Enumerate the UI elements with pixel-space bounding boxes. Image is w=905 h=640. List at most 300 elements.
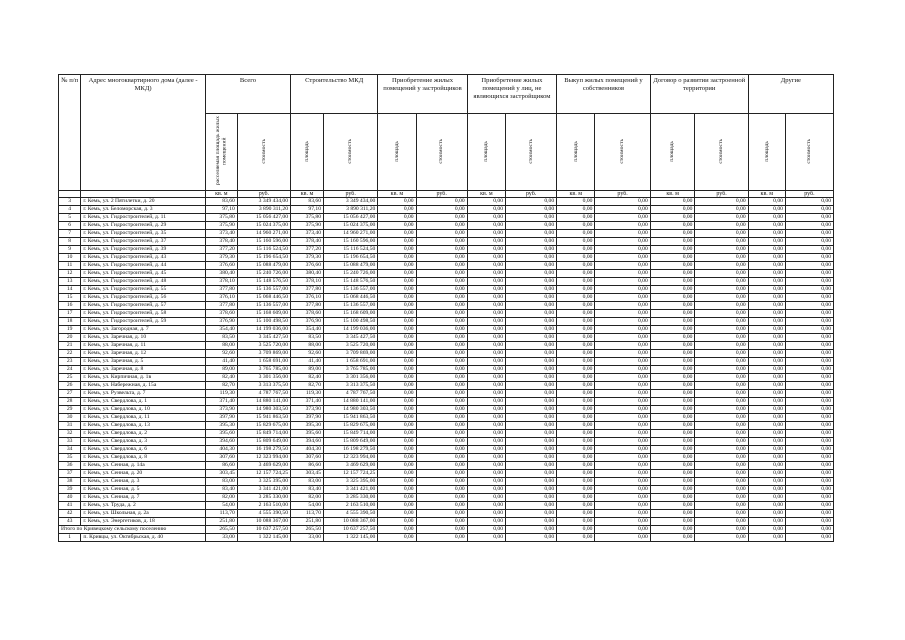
- row-address: г. Кемь, ул. Гидростроителей, д. 55: [81, 286, 206, 294]
- row-address: г. Кемь, ул. Свердлова, д. 10: [81, 406, 206, 414]
- construction-cost: 1 322 145,00: [324, 534, 378, 542]
- purchase-builders-cost: 0,00: [416, 534, 467, 542]
- development-cost: 0,00: [695, 390, 748, 398]
- other-cost: 0,00: [785, 254, 833, 262]
- development-cost: 0,00: [695, 446, 748, 454]
- table-row: [59, 446, 834, 454]
- purchase-others-area: 0,00: [467, 206, 505, 214]
- development-cost: 0,00: [695, 270, 748, 278]
- purchase-others-area: 0,00: [467, 302, 505, 310]
- development-cost: 0,00: [695, 222, 748, 230]
- total-area: 89,00: [205, 366, 237, 374]
- buyout-area: 0,00: [557, 366, 595, 374]
- total-area: 397,90: [205, 414, 237, 422]
- purchase-others-area: 0,00: [467, 494, 505, 502]
- total-area: 86,60: [205, 462, 237, 470]
- purchase-others-cost: 0,00: [506, 478, 557, 486]
- other-cost: 0,00: [785, 286, 833, 294]
- construction-cost: 10 088 367,00: [324, 518, 378, 526]
- buyout-area: 0,00: [557, 406, 595, 414]
- buyout-cost: 0,00: [595, 230, 650, 238]
- construction-cost: 15 136 557,00: [324, 302, 378, 310]
- other-area: 0,00: [748, 470, 785, 478]
- subheader-cost: стоимость: [324, 114, 378, 191]
- other-area: 0,00: [748, 462, 785, 470]
- development-area: 0,00: [650, 398, 695, 406]
- other-cost: 0,00: [785, 446, 833, 454]
- development-area: 0,00: [650, 454, 695, 462]
- purchase-builders-area: 0,00: [378, 494, 416, 502]
- purchase-others-cost: 0,00: [506, 446, 557, 454]
- development-cost: 0,00: [695, 262, 748, 270]
- buyout-area: 0,00: [557, 342, 595, 350]
- development-area: 0,00: [650, 382, 695, 390]
- unit-rub: руб.: [237, 191, 290, 198]
- buyout-area: 0,00: [557, 310, 595, 318]
- row-number: 7: [59, 230, 81, 238]
- construction-area: 394,60: [291, 438, 324, 446]
- purchase-builders-area: 0,00: [378, 238, 416, 246]
- construction-cost: 3 301 356,00: [324, 374, 378, 382]
- total-cost: 14 980 303,50: [237, 406, 290, 414]
- buyout-cost: 0,00: [595, 270, 650, 278]
- row-address: г. Кемь, ул. Беломорская, д. 3: [81, 206, 206, 214]
- other-area: 0,00: [748, 454, 785, 462]
- total-cost: 15 068 446,50: [237, 294, 290, 302]
- table-row: [59, 206, 834, 214]
- development-cost: 0,00: [695, 334, 748, 342]
- purchase-builders-cost: 0,00: [416, 326, 467, 334]
- purchase-others-area: 0,00: [467, 486, 505, 494]
- row-address: г. Кемь, ул. Заречная, д. 5: [81, 358, 206, 366]
- purchase-others-cost: 0,00: [506, 526, 557, 534]
- development-area: 0,00: [650, 518, 695, 526]
- construction-area: 404,30: [291, 446, 324, 454]
- development-cost: 0,00: [695, 238, 748, 246]
- unit-rub: руб.: [324, 191, 378, 198]
- total-cost: 3 285 330,00: [237, 494, 290, 502]
- total-cost: 15 024 375,00: [237, 222, 290, 230]
- other-cost: 0,00: [785, 214, 833, 222]
- purchase-others-area: 0,00: [467, 382, 505, 390]
- total-cost: 3 890 311,20: [237, 206, 290, 214]
- row-number: 42: [59, 510, 81, 518]
- row-address: г. Кемь, ул. Труда, д. 2: [81, 502, 206, 510]
- purchase-others-cost: 0,00: [506, 398, 557, 406]
- purchase-others-area: 0,00: [467, 326, 505, 334]
- total-area: 380,40: [205, 270, 237, 278]
- row-address: г. Кемь, ул. Загородная, д. 7: [81, 326, 206, 334]
- subheader-area: площадь: [378, 114, 416, 191]
- purchase-builders-area: 0,00: [378, 486, 416, 494]
- other-area: 0,00: [748, 358, 785, 366]
- purchase-builders-area: 0,00: [378, 454, 416, 462]
- other-area: 0,00: [748, 534, 785, 542]
- construction-cost: 15 024 375,00: [324, 222, 378, 230]
- purchase-builders-cost: 0,00: [416, 494, 467, 502]
- buyout-area: 0,00: [557, 230, 595, 238]
- construction-cost: 15 240 726,00: [324, 270, 378, 278]
- other-area: 0,00: [748, 350, 785, 358]
- table-row: [59, 470, 834, 478]
- row-address: г. Кемь, ул. Заречная, д. 10: [81, 334, 206, 342]
- buyout-area: 0,00: [557, 318, 595, 326]
- buyout-area: 0,00: [557, 398, 595, 406]
- construction-cost: 15 088 479,00: [324, 262, 378, 270]
- other-area: 0,00: [748, 230, 785, 238]
- purchase-builders-cost: 0,00: [416, 454, 467, 462]
- development-area: 0,00: [650, 286, 695, 294]
- buyout-cost: 0,00: [595, 350, 650, 358]
- unit-sqm: кв. м: [557, 191, 595, 198]
- other-area: 0,00: [748, 270, 785, 278]
- unit-rub: руб.: [785, 191, 833, 198]
- other-cost: 0,00: [785, 478, 833, 486]
- total-cost: 15 088 479,00: [237, 262, 290, 270]
- development-area: 0,00: [650, 478, 695, 486]
- total-cost: 3 325 395,00: [237, 478, 290, 486]
- construction-area: 395,60: [291, 430, 324, 438]
- total-area: 83,50: [205, 334, 237, 342]
- table-row: [59, 198, 834, 206]
- development-cost: 0,00: [695, 214, 748, 222]
- purchase-builders-cost: 0,00: [416, 262, 467, 270]
- row-number: 38: [59, 478, 81, 486]
- table-row: [59, 430, 834, 438]
- buyout-area: 0,00: [557, 214, 595, 222]
- development-cost: 0,00: [695, 230, 748, 238]
- development-area: 0,00: [650, 470, 695, 478]
- purchase-others-cost: 0,00: [506, 230, 557, 238]
- row-number: 5: [59, 214, 81, 222]
- purchase-others-cost: 0,00: [506, 222, 557, 230]
- buyout-area: 0,00: [557, 422, 595, 430]
- total-area: 83,60: [205, 198, 237, 206]
- table-row: [59, 486, 834, 494]
- purchase-others-area: 0,00: [467, 510, 505, 518]
- total-area: 33,00: [205, 534, 237, 542]
- purchase-builders-area: 0,00: [378, 310, 416, 318]
- row-number: 33: [59, 438, 81, 446]
- other-cost: 0,00: [785, 398, 833, 406]
- total-label: Итого по Кривецкому сельскому поселению: [59, 526, 206, 534]
- total-area: 119,30: [205, 390, 237, 398]
- total-area: 394,60: [205, 438, 237, 446]
- purchase-builders-area: 0,00: [378, 254, 416, 262]
- development-cost: 0,00: [695, 518, 748, 526]
- total-area: 92,60: [205, 350, 237, 358]
- development-cost: 0,00: [695, 478, 748, 486]
- purchase-builders-area: 0,00: [378, 518, 416, 526]
- purchase-others-area: 0,00: [467, 398, 505, 406]
- purchase-builders-area: 0,00: [378, 294, 416, 302]
- buyout-cost: 0,00: [595, 390, 650, 398]
- buyout-area: 0,00: [557, 454, 595, 462]
- other-area: 0,00: [748, 406, 785, 414]
- row-number: 22: [59, 350, 81, 358]
- development-area: 0,00: [650, 486, 695, 494]
- construction-cost: 3 525 720,00: [324, 342, 378, 350]
- development-area: 0,00: [650, 254, 695, 262]
- header-purchase-builders: Приобретение жилых помещений у застройщиков: [378, 75, 467, 114]
- construction-cost: 15 849 714,00: [324, 430, 378, 438]
- buyout-area: 0,00: [557, 494, 595, 502]
- unit-rub: руб.: [695, 191, 748, 198]
- total-cost: 4 555 390,50: [237, 510, 290, 518]
- buyout-cost: 0,00: [595, 254, 650, 262]
- total-cost: 12 157 724,25: [237, 470, 290, 478]
- total-cost: 2 163 510,00: [237, 502, 290, 510]
- table-row: [59, 326, 834, 334]
- other-area: 0,00: [748, 430, 785, 438]
- table-row: [59, 270, 834, 278]
- purchase-builders-cost: 0,00: [416, 222, 467, 230]
- purchase-others-area: 0,00: [467, 198, 505, 206]
- subheader-cost: стоимость: [695, 114, 748, 191]
- construction-area: 378,10: [291, 278, 324, 286]
- purchase-builders-cost: 0,00: [416, 430, 467, 438]
- development-cost: 0,00: [695, 494, 748, 502]
- buyout-cost: 0,00: [595, 278, 650, 286]
- table-row: [59, 358, 834, 366]
- total-cost: 15 136 557,00: [237, 302, 290, 310]
- total-cost: 15 809 649,00: [237, 438, 290, 446]
- other-cost: 0,00: [785, 510, 833, 518]
- other-cost: 0,00: [785, 310, 833, 318]
- purchase-others-area: 0,00: [467, 214, 505, 222]
- construction-cost: 15 160 596,00: [324, 238, 378, 246]
- row-number: 25: [59, 374, 81, 382]
- purchase-others-cost: 0,00: [506, 294, 557, 302]
- buyout-area: 0,00: [557, 334, 595, 342]
- row-address: п. Кривцы, ул. Октябрьская, д. 40: [81, 534, 206, 542]
- row-address: г. Кемь, ул. Свердлова, д. 2: [81, 430, 206, 438]
- row-address: г. Кемь, ул. Сенная, д. 14а: [81, 462, 206, 470]
- buyout-cost: 0,00: [595, 310, 650, 318]
- buyout-cost: 0,00: [595, 198, 650, 206]
- other-area: 0,00: [748, 206, 785, 214]
- other-area: 0,00: [748, 326, 785, 334]
- development-cost: 0,00: [695, 310, 748, 318]
- total-area: 395,60: [205, 430, 237, 438]
- other-cost: 0,00: [785, 470, 833, 478]
- subheader-area: площадь: [291, 114, 324, 191]
- row-address: г. Кемь, ул. Заречная, д. 8: [81, 366, 206, 374]
- row-address: г. Кемь, ул. Гидростроителей, д. 58: [81, 310, 206, 318]
- other-cost: 0,00: [785, 350, 833, 358]
- purchase-others-cost: 0,00: [506, 262, 557, 270]
- buyout-cost: 0,00: [595, 326, 650, 334]
- purchase-builders-cost: 0,00: [416, 398, 467, 406]
- construction-area: 373,40: [291, 230, 324, 238]
- buyout-cost: 0,00: [595, 398, 650, 406]
- buyout-cost: 0,00: [595, 286, 650, 294]
- row-address: г. Кемь, ул. Гидростроителей, д. 56: [81, 294, 206, 302]
- total-area: 251,80: [205, 518, 237, 526]
- purchase-builders-cost: 0,00: [416, 230, 467, 238]
- unit-sqm: кв. м: [467, 191, 505, 198]
- unit-sqm: кв. м: [291, 191, 324, 198]
- row-address: г. Кемь, ул. Свердлова, д. 3: [81, 438, 206, 446]
- purchase-others-area: 0,00: [467, 310, 505, 318]
- other-area: 0,00: [748, 502, 785, 510]
- construction-cost: 4 787 767,50: [324, 390, 378, 398]
- header-construction: Строительство МКД: [291, 75, 378, 114]
- row-address: г. Кемь, ул. Сенная, д. 7: [81, 494, 206, 502]
- construction-area: 33,00: [291, 534, 324, 542]
- row-number: 23: [59, 358, 81, 366]
- development-cost: 0,00: [695, 254, 748, 262]
- construction-cost: 10 637 257,50: [324, 526, 378, 534]
- total-area: 82,40: [205, 374, 237, 382]
- purchase-builders-cost: 0,00: [416, 502, 467, 510]
- row-number: 39: [59, 486, 81, 494]
- other-area: 0,00: [748, 438, 785, 446]
- purchase-builders-cost: 0,00: [416, 310, 467, 318]
- table-row: [59, 462, 834, 470]
- buyout-area: 0,00: [557, 278, 595, 286]
- purchase-builders-area: 0,00: [378, 534, 416, 542]
- construction-cost: 14 880 141,00: [324, 398, 378, 406]
- development-area: 0,00: [650, 270, 695, 278]
- header-other: Другие: [748, 75, 833, 114]
- development-cost: 0,00: [695, 294, 748, 302]
- purchase-others-cost: 0,00: [506, 270, 557, 278]
- construction-cost: 3 345 427,50: [324, 334, 378, 342]
- row-number: 17: [59, 310, 81, 318]
- row-number: 21: [59, 342, 81, 350]
- other-cost: 0,00: [785, 374, 833, 382]
- row-address: г. Кемь, ул. Заречная, д. 11: [81, 342, 206, 350]
- row-number: 15: [59, 294, 81, 302]
- construction-cost: 15 829 675,00: [324, 422, 378, 430]
- development-area: 0,00: [650, 350, 695, 358]
- other-area: 0,00: [748, 366, 785, 374]
- row-number: 36: [59, 462, 81, 470]
- construction-cost: 3 313 375,50: [324, 382, 378, 390]
- development-area: 0,00: [650, 246, 695, 254]
- buyout-cost: 0,00: [595, 414, 650, 422]
- buyout-cost: 0,00: [595, 222, 650, 230]
- row-number: 24: [59, 366, 81, 374]
- purchase-builders-cost: 0,00: [416, 382, 467, 390]
- purchase-builders-area: 0,00: [378, 278, 416, 286]
- other-area: 0,00: [748, 398, 785, 406]
- development-cost: 0,00: [695, 286, 748, 294]
- purchase-others-cost: 0,00: [506, 454, 557, 462]
- purchase-others-cost: 0,00: [506, 302, 557, 310]
- buyout-cost: 0,00: [595, 502, 650, 510]
- construction-area: 307,60: [291, 454, 324, 462]
- construction-area: 119,30: [291, 390, 324, 398]
- row-address: г. Кемь, ул. Набережная, д. 15а: [81, 382, 206, 390]
- development-cost: 0,00: [695, 430, 748, 438]
- total-area: 404,30: [205, 446, 237, 454]
- table-row: [59, 278, 834, 286]
- construction-cost: 3 349 434,00: [324, 198, 378, 206]
- buyout-cost: 0,00: [595, 238, 650, 246]
- construction-area: 88,00: [291, 342, 324, 350]
- purchase-others-cost: 0,00: [506, 510, 557, 518]
- purchase-others-area: 0,00: [467, 318, 505, 326]
- total-cost: 14 199 036,00: [237, 326, 290, 334]
- buyout-area: 0,00: [557, 446, 595, 454]
- other-area: 0,00: [748, 254, 785, 262]
- purchase-builders-cost: 0,00: [416, 286, 467, 294]
- purchase-others-cost: 0,00: [506, 430, 557, 438]
- table-row: [59, 238, 834, 246]
- buyout-cost: 0,00: [595, 518, 650, 526]
- table-row: [59, 478, 834, 486]
- other-cost: 0,00: [785, 230, 833, 238]
- buyout-area: 0,00: [557, 518, 595, 526]
- purchase-others-area: 0,00: [467, 278, 505, 286]
- construction-area: 395,30: [291, 422, 324, 430]
- development-area: 0,00: [650, 462, 695, 470]
- buyout-cost: 0,00: [595, 454, 650, 462]
- other-area: 0,00: [748, 510, 785, 518]
- row-address: г. Кемь, ул. 2 Пятилетки, д. 20: [81, 198, 206, 206]
- purchase-others-cost: 0,00: [506, 246, 557, 254]
- total-cost: 3 469 629,00: [237, 462, 290, 470]
- buyout-cost: 0,00: [595, 302, 650, 310]
- other-area: 0,00: [748, 294, 785, 302]
- total-cost: 15 240 726,00: [237, 270, 290, 278]
- construction-area: 92,60: [291, 350, 324, 358]
- other-cost: 0,00: [785, 198, 833, 206]
- table-row: [59, 534, 834, 542]
- purchase-others-area: 0,00: [467, 438, 505, 446]
- purchase-builders-area: 0,00: [378, 286, 416, 294]
- construction-area: 251,80: [291, 518, 324, 526]
- development-area: 0,00: [650, 358, 695, 366]
- purchase-builders-cost: 0,00: [416, 238, 467, 246]
- purchase-builders-cost: 0,00: [416, 406, 467, 414]
- purchase-builders-cost: 0,00: [416, 478, 467, 486]
- development-area: 0,00: [650, 422, 695, 430]
- purchase-builders-cost: 0,00: [416, 254, 467, 262]
- row-address: г. Кемь, ул. Сенная, д. 20: [81, 470, 206, 478]
- development-cost: 0,00: [695, 438, 748, 446]
- subheader-area: площадь: [650, 114, 695, 191]
- purchase-others-area: 0,00: [467, 342, 505, 350]
- unit-empty: [59, 191, 81, 198]
- other-area: 0,00: [748, 246, 785, 254]
- purchase-others-area: 0,00: [467, 518, 505, 526]
- development-cost: 0,00: [695, 302, 748, 310]
- development-area: 0,00: [650, 510, 695, 518]
- other-area: 0,00: [748, 214, 785, 222]
- purchase-builders-cost: 0,00: [416, 214, 467, 222]
- development-area: 0,00: [650, 494, 695, 502]
- row-number: 31: [59, 422, 81, 430]
- construction-cost: 1 658 691,00: [324, 358, 378, 366]
- table-row: [59, 302, 834, 310]
- development-cost: 0,00: [695, 198, 748, 206]
- construction-cost: 3 765 785,00: [324, 366, 378, 374]
- row-address: г. Кемь, ул. Школьная, д. 2а: [81, 510, 206, 518]
- buyout-area: 0,00: [557, 534, 595, 542]
- other-area: 0,00: [748, 342, 785, 350]
- development-cost: 0,00: [695, 366, 748, 374]
- row-number: 29: [59, 406, 81, 414]
- other-area: 0,00: [748, 422, 785, 430]
- development-cost: 0,00: [695, 350, 748, 358]
- buyout-area: 0,00: [557, 414, 595, 422]
- buyout-cost: 0,00: [595, 430, 650, 438]
- purchase-others-cost: 0,00: [506, 470, 557, 478]
- other-cost: 0,00: [785, 358, 833, 366]
